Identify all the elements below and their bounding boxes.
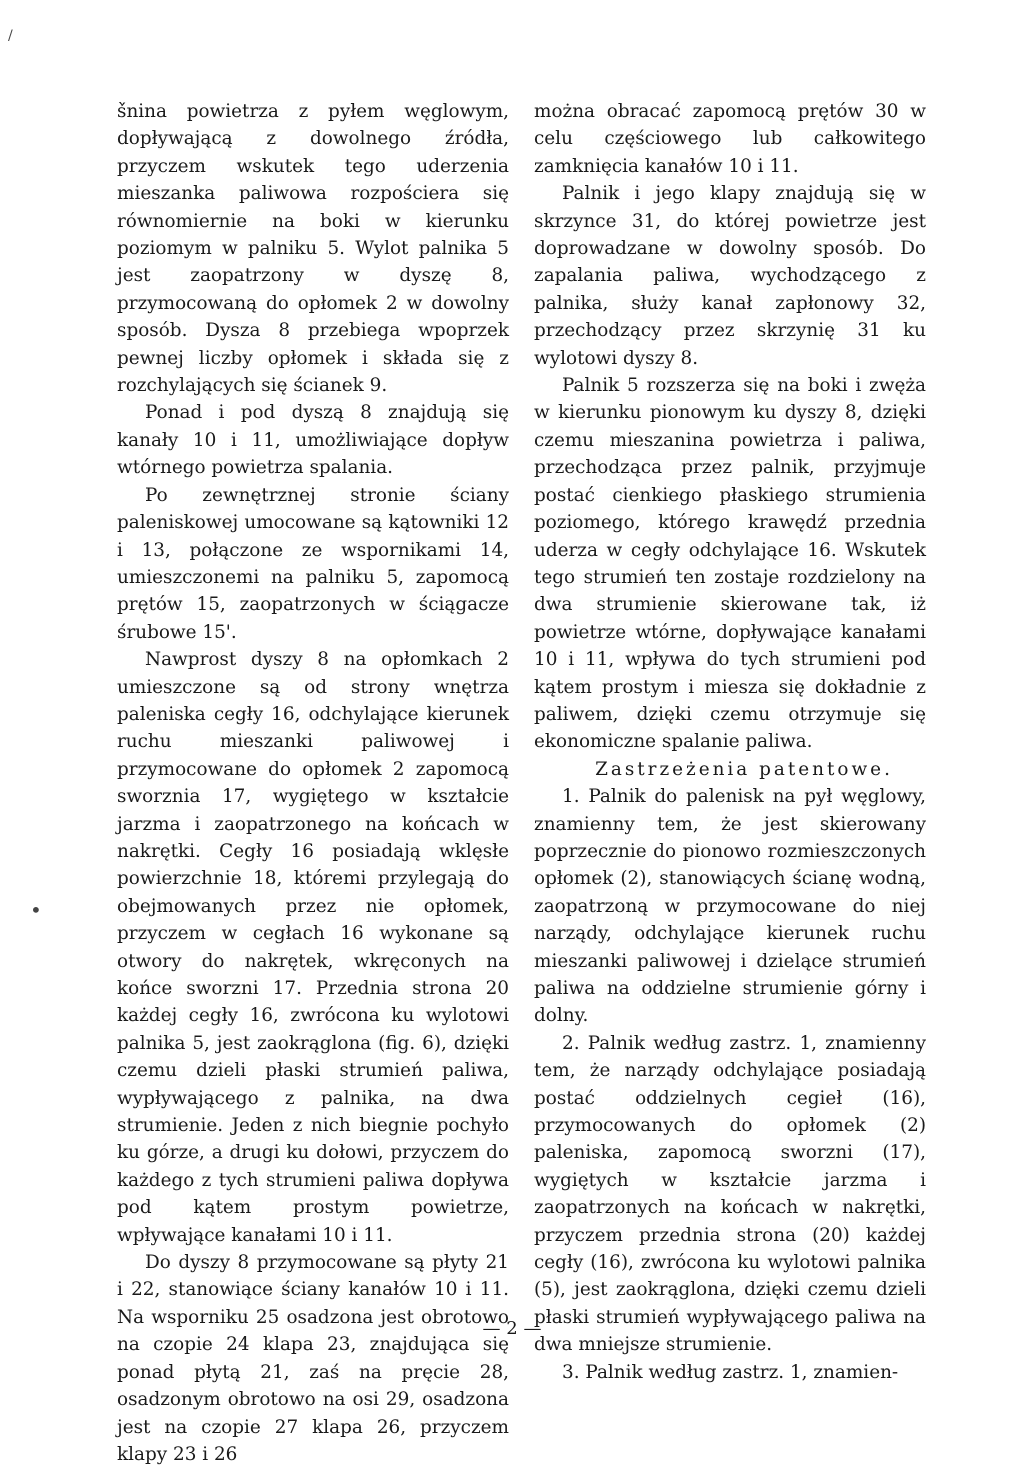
paragraph: Nawprost dyszy 8 na opłomkach 2 umieszczone są od strony wnętrza paleniska cegły 16, odchylające kierunek ruchu mieszanki paliwowej i przymocowane do opłomek 2 zapomocą sworznia 17, wygiętego w kształcie jarzma i zaopatrzonego na końcach w nakrętki. Cegły 16 posiadają wklęsłe powierzchnie 18, któremi przylegają do obejmowanych przez nie opłomek, przyczem w cegłach 16 wykonane są otwory do nakrętek, wkręconych na końce sworzni 17. Przednia strona 20 każdej cegły 16, zwrócona ku wylotowi palnika 5, jest zaokrąglona (fig. 6), dzięki czemu dzieli płaski strumień paliwa, wypływającego z palnika, na dwa strumienie. Jeden z nich biegnie pochyło ku górze, a drugi ku dołowi, przyczem do każdego z tych strumieni paliwa dopływa pod kątem prostym powietrze, wpływające kanałami 10 i 11. xyxy=(117,649,509,1246)
claim: 3. Palnik według zastrz. 1, znamien- xyxy=(562,1361,899,1383)
paragraph: można obracać zapomocą prętów 30 w celu częściowego lub całkowitego zamknięcia kanałów 10 i 11. xyxy=(534,101,926,177)
right-column xyxy=(534,98,926,1386)
page-number: — 2 — xyxy=(482,1318,542,1339)
paragraph: Do dyszy 8 przymocowane są płyty 21 i 22, stanowiące ściany kanałów 10 i 11. Na wsporniku 25 osadzona jest obrotowo na czopie 24 klapa 23, znajdująca się ponad płytą 21, zaś na pręcie 28, osadzonym obrotowo na osi 29, osadzona jest na czopie 27 klapa 26, przyczem klapy 23 i 26 xyxy=(117,1252,509,1465)
claim: 1. Palnik do palenisk na pył węglowy, znamienny tem, że jest skierowany poprzecznie do pionowo rozmieszczonych opłomek (2), stanowiących ścianę wodną, zaopatrzoną w przymocowane do niej narządy, odchylające kierunek ruchu mieszanki paliwowej i dzielące strumień paliwa na oddzielne strumienie górny i dolny. xyxy=(534,786,926,1027)
claims-heading: Zastrzeżenia patentowe. xyxy=(595,758,893,780)
paragraph: Palnik i jego klapy znajdują się w skrzynce 31, do której powietrze jest doprowadzane w dowolny sposób. Do zapalania paliwa, wychodzącego z palnika, służy kanał zapłonowy 32, przechodzący przez skrzynię 31 ku wylotowi dyszy 8. xyxy=(534,183,926,369)
claim: 2. Palnik według zastrz. 1, znamienny tem, że narządy odchylające posiadają postać oddzielnych cegieł (16), przymocowanych do opłomek (2) paleniska, zapomocą sworzni (17), wygiętych w kształcie jarzma i zaopatrzonych na końcach w nakrętki, przyczem przednia strona (20) każdej cegły (16), zwrócona ku wylotowi palnika (5), jest zaokrąglona, dzięki czemu dzieli płaski strumień wypływającego paliwa na dwa mniejsze strumienie. xyxy=(534,1032,926,1356)
paragraph: Po zewnętrznej stronie ściany paleniskowej umocowane są kątowniki 12 i 13, połączone ze wspornikami 14, umieszczonemi na palniku 5, zapomocą prętów 15, zaopatrzonych w ściągacze śrubowe 15'. xyxy=(117,484,509,643)
paragraph: Ponad i pod dyszą 8 znajdują się kanały 10 i 11, umożliwiające dopływ wtórnego powietrza spalania. xyxy=(117,402,509,479)
paragraph: ś̀nina powietrza z pyłem węglowym, dopływającą z dowolnego źródła, przyczem wskutek tego uderzenia mieszanka paliwowa rozpościera się równomiernie na boki w kierunku poziomym w palniku 5. Wylot palnika 5 jest zaopatrzony w dyszę 8, przymocowaną do opłomek 2 w dowolny sposób. Dysza 8 przebiega wpoprzek pewnej liczby opłomek i składa się z rozchylających się ścianek 9. xyxy=(117,101,509,397)
left-column xyxy=(117,98,509,1468)
scan-speck: / xyxy=(8,28,13,44)
paragraph: Palnik 5 rozszerza się na boki i zwęża w kierunku pionowym ku dyszy 8, dzięki czemu mieszanina powietrza i paliwa, przechodząca przez palnik, przyjmuje postać cienkiego płaskiego strumienia poziomego, którego krawędź przednia uderza w cegły odchylające 16. Wskutek tego strumień ten zostaje rozdzielony na dwa strumienie skierowane tak, iż powietrze wtórne, dopływające kanałami 10 i 11, wpływa do tych strumieni pod kątem prostym i miesza się dokładnie z paliwem, dzięki czemu otrzymuje się ekonomiczne spalanie paliwa. xyxy=(534,375,926,753)
scan-dot: • xyxy=(30,898,42,922)
